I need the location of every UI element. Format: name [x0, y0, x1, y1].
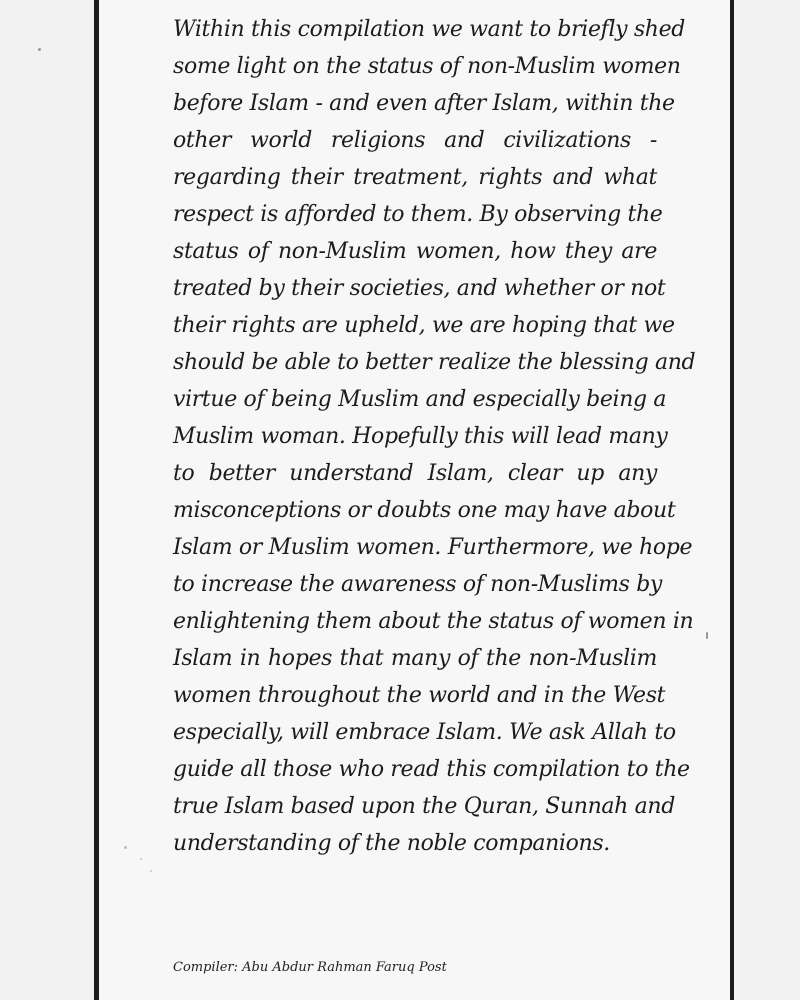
- paragraph-line: should be able to better realize the blessing and: [173, 350, 696, 375]
- paragraph-line: guide all those who read this compilation to the: [173, 757, 690, 782]
- paragraph-line: to better understand Islam, clear up any: [173, 461, 657, 486]
- right-border-rule: [730, 0, 734, 1000]
- paragraph-line: misconceptions or doubts one may have about: [173, 498, 676, 523]
- scan-speck: [140, 858, 142, 860]
- paragraph-line: true Islam based upon the Quran, Sunnah and: [173, 794, 675, 819]
- paragraph-line: Muslim woman. Hopefully this will lead many: [173, 424, 668, 449]
- paragraph-line: their rights are upheld, we are hoping that we: [173, 313, 675, 338]
- paragraph-line: some light on the status of non-Muslim women: [173, 54, 681, 79]
- paragraph-line: before Islam - and even after Islam, within the: [173, 91, 675, 116]
- paragraph-line: respect is afforded to them. By observing the: [173, 202, 663, 227]
- paragraph-line: regarding their treatment, rights and what: [173, 165, 657, 190]
- paragraph-line: women throughout the world and in the West: [173, 683, 666, 708]
- paragraph-line: to increase the awareness of non-Muslims by: [173, 572, 663, 597]
- paragraph-line: treated by their societies, and whether or not: [173, 276, 666, 301]
- paragraph-line: other world religions and civilizations -: [173, 128, 657, 153]
- paragraph-line: Islam in hopes that many of the non-Muslim: [173, 646, 657, 671]
- compiler-credit: Compiler: Abu Abdur Rahman Faruq Post: [173, 960, 447, 975]
- scan-speck: [150, 870, 152, 872]
- scan-speck: [124, 846, 127, 849]
- scan-speck: [706, 632, 708, 639]
- paragraph-line: enlightening them about the status of women in: [173, 609, 694, 634]
- paragraph-line: Within this compilation we want to briefly shed: [173, 17, 686, 42]
- scan-speck: [38, 48, 41, 51]
- paragraph-line: Islam or Muslim women. Furthermore, we hope: [173, 535, 693, 560]
- paragraph-line: virtue of being Muslim and especially being a: [173, 387, 667, 412]
- paragraph-line: especially, will embrace Islam. We ask Allah to: [173, 720, 676, 745]
- paragraph-line: understanding of the noble companions.: [173, 831, 610, 856]
- paragraph-line: status of non-Muslim women, how they are: [173, 239, 657, 264]
